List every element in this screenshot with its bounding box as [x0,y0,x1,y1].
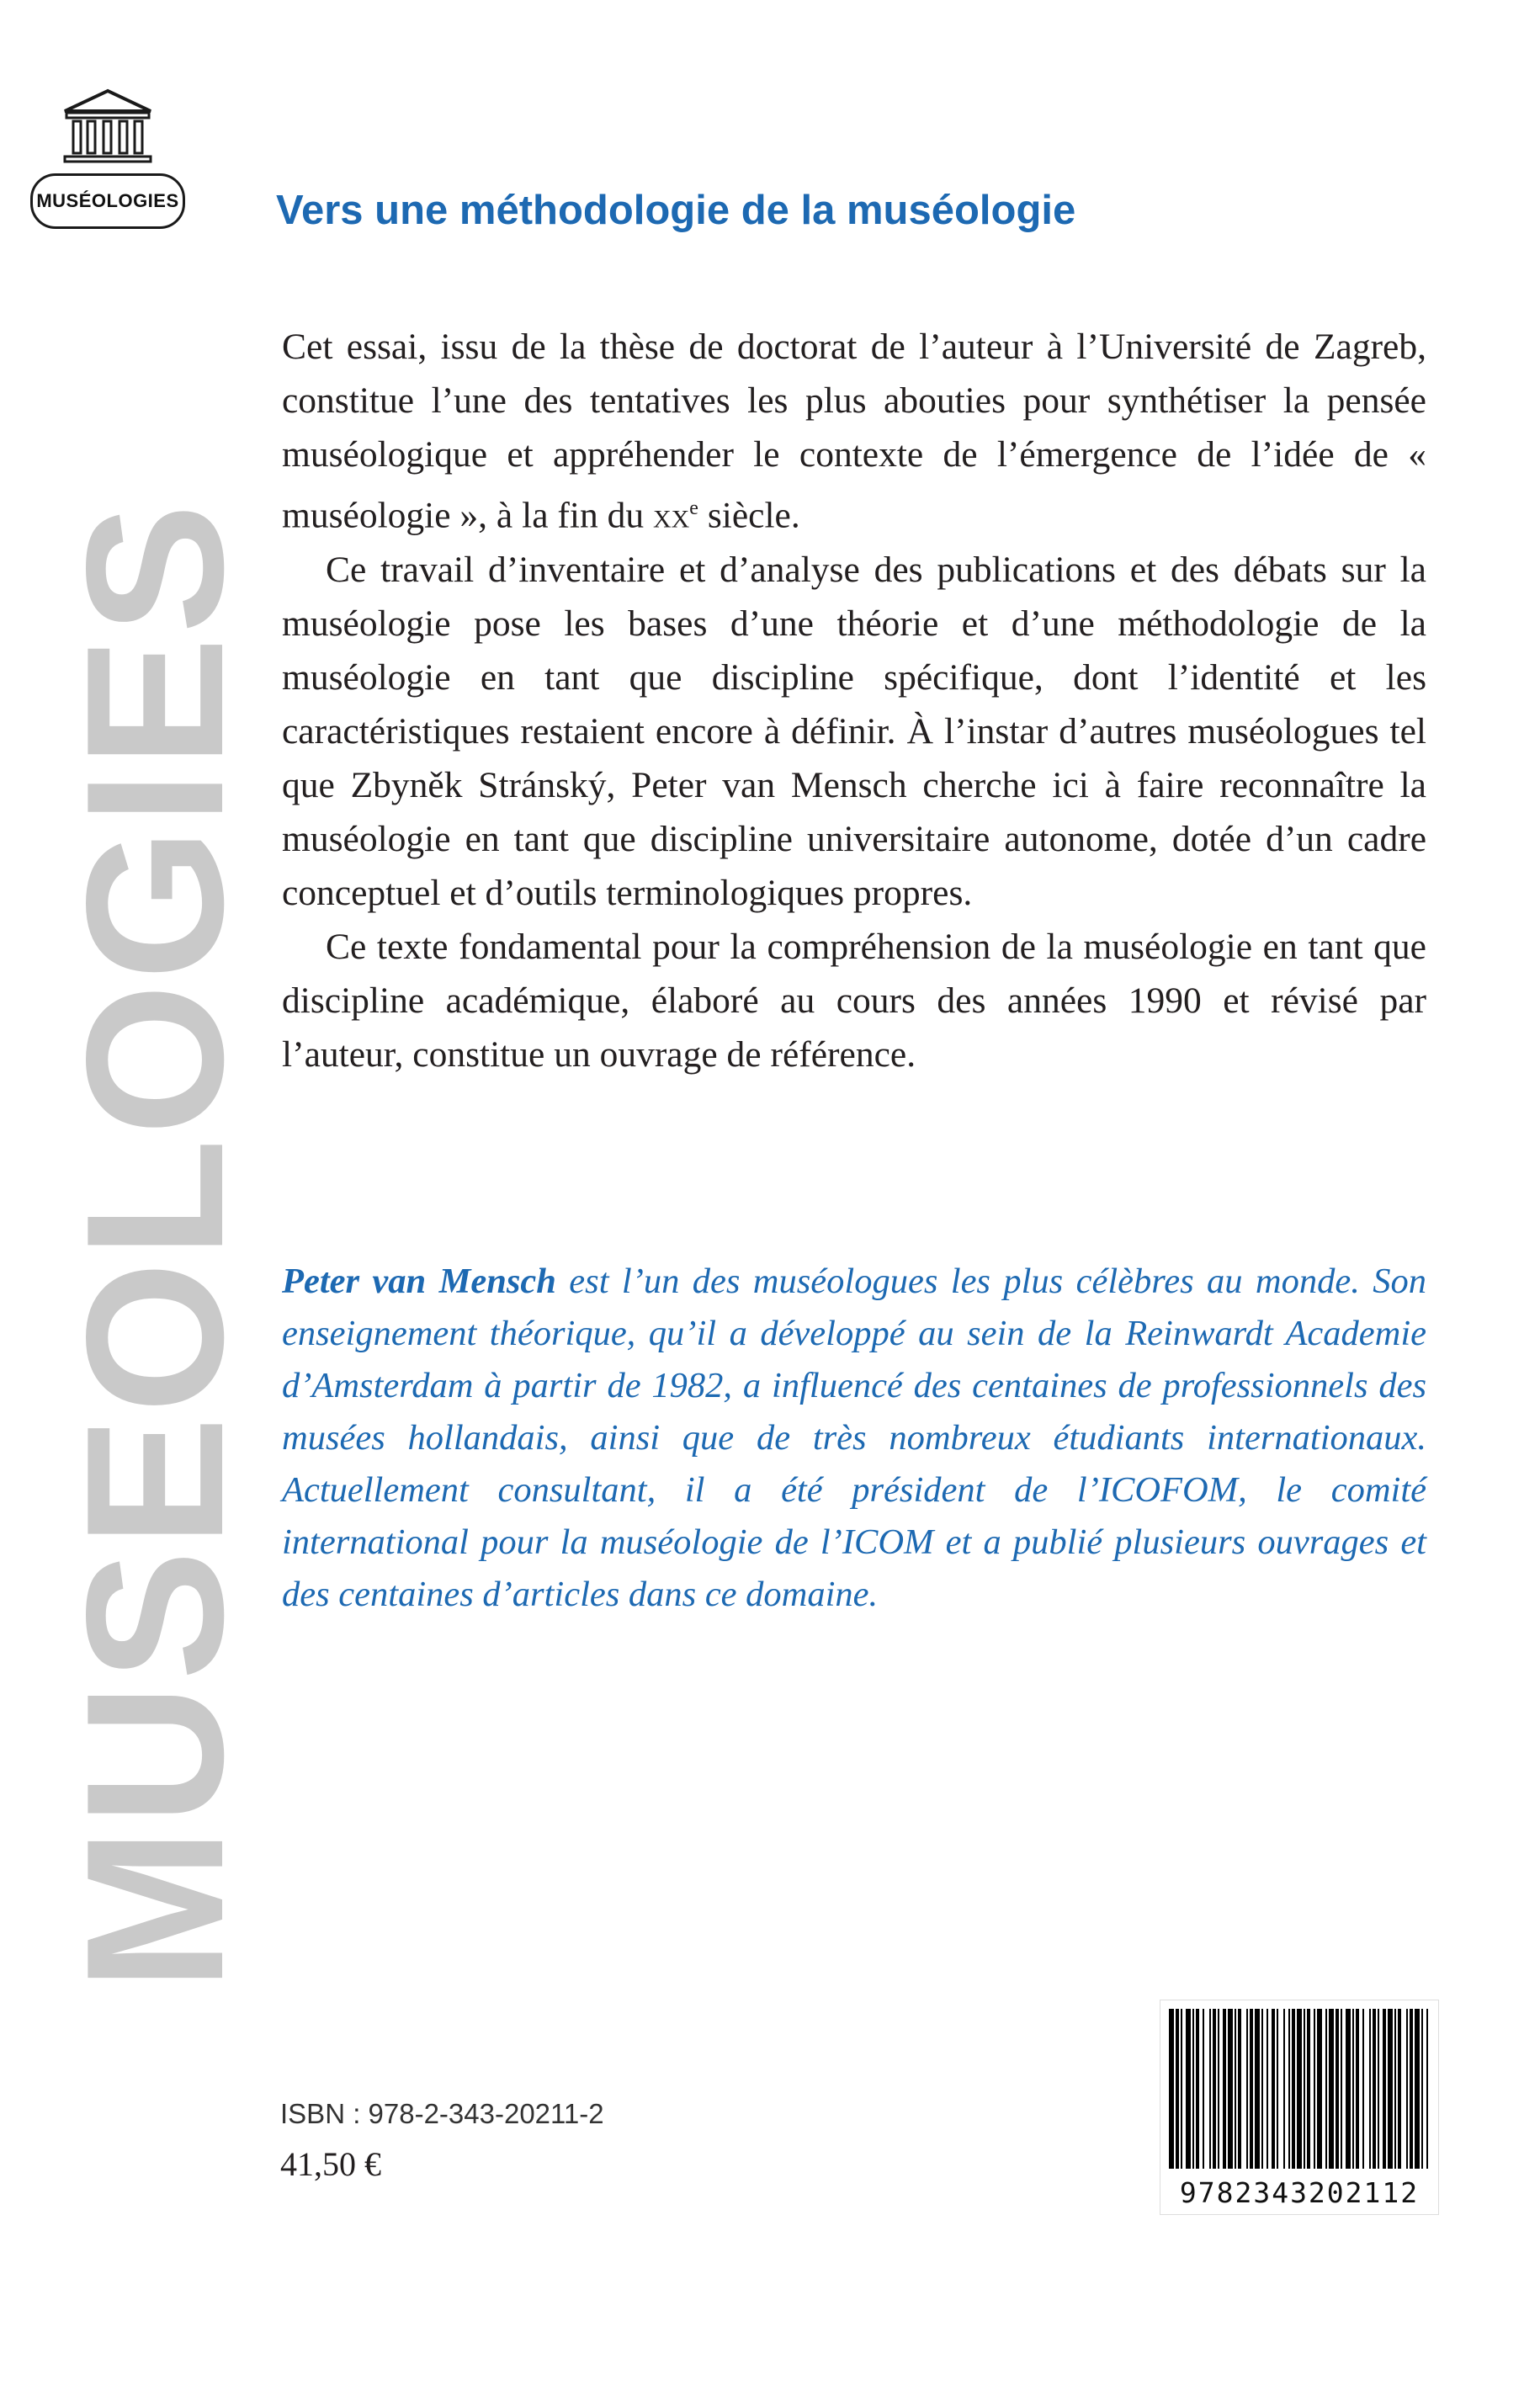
barcode-bar [1186,2009,1191,2169]
barcode-bar [1304,2009,1305,2169]
isbn: ISBN : 978-2-343-20211-2 [280,2098,604,2129]
description-paragraph-3: Ce texte fondamental pour la compréhension de la muséologie en tant que discipline académique, élaboré au cours des années 1990 et révisé par l’auteur, constitue un ouvrage de référence. [282,926,1426,1075]
barcode-bar [1246,2009,1248,2169]
publisher-logo [30,88,190,239]
barcode-bar [1209,2009,1211,2169]
barcode-bar [1196,2009,1199,2169]
barcode-bar [1235,2009,1236,2169]
barcode-bar [1346,2009,1351,2169]
barcode-bar [1288,2009,1290,2169]
barcode-bar [1373,2009,1376,2169]
barcode-bar [1341,2009,1342,2169]
barcode-bar [1406,2009,1408,2169]
barcode-bar [1356,2009,1359,2169]
barcode-bar [1378,2009,1379,2169]
barcode-bar [1329,2009,1334,2169]
barcode-bar [1261,2009,1263,2169]
barcode-bar [1250,2009,1253,2169]
barcode-bar [1181,2009,1182,2169]
barcode-bar [1362,2009,1364,2169]
barcode-bar [1277,2009,1278,2169]
barcode-bar [1272,2009,1275,2169]
barcode-bar [1314,2009,1315,2169]
author-bio-text: est l’un des muséologues les plus célèbres au monde. Son enseignement théorique, qu’il a développé au sein de la Reinwardt Academie d’Amsterdam à partir de 1982, a influencé des centaines de professionnels des musées hollandais, ainsi que de très nombreux étudiants internationaux. Actuellement consultant, il a été président de l’ICOFOM, le comité international pour la muséologie de l’ICOM et a publié plusieurs ouvrages et des centaines d’articles dans ce domaine. [282,1262,1426,1614]
barcode-bar [1352,2009,1354,2169]
barcode-bar [1383,2009,1386,2169]
description [282,320,1426,1081]
description-paragraph-1 [282,320,1426,543]
barcode-bar [1297,2009,1302,2169]
barcode-bar [1228,2009,1233,2169]
barcode-bar [1192,2009,1194,2169]
barcode-bar [1213,2009,1216,2169]
series-spine-text: MUSEOLOGIES [46,500,264,1991]
barcode-bar [1421,2009,1423,2169]
barcode-bar [1388,2009,1393,2169]
barcode-bar [1307,2009,1310,2169]
barcode [1160,2000,1439,2215]
barcode-bar [1292,2009,1295,2169]
author-bio [282,1256,1426,1621]
barcode-bar [1394,2009,1396,2169]
barcode-bar [1267,2009,1268,2169]
barcode-bar [1410,2009,1413,2169]
barcode-bar [1325,2009,1327,2169]
book-title: Vers une méthodologie de la muséologie [276,188,1076,233]
barcode-bar [1176,2009,1179,2169]
barcode-bar [1255,2009,1260,2169]
paragraph-1-end: siècle. [698,495,800,536]
series-label: MUSÉOLOGIES [30,173,185,229]
barcode-bars [1167,2009,1431,2169]
paragraph-1-text: Cet essai, issu de la thèse de doctorat de l’auteur à l’Université de Zagreb, constitue l’une des tentatives les plus abouties pour synthétiser la pensée muséologique et appréhender le contexte de l’émergence de l’idée de « muséologie », à la fin du [282,327,1426,536]
barcode-bar [1369,2009,1371,2169]
barcode-bar [1336,2009,1339,2169]
author-name: Peter van Mensch [282,1262,556,1301]
description-paragraph-2: Ce travail d’inventaire et d’analyse des publications et des débats sur la muséologie pose les bases d’une théorie et d’une méthodologie de la muséologie en tant que discipline spécifique, dont l’identité et les caractéristiques restaient encore à définir. À l’instar d’autres muséologues tel que Zbyněk Stránský, Peter van Mensch cherche ici à faire reconnaître la muséologie en tant que discipline universitaire autonome, dotée d’un cadre conceptuel et d’outils terminologiques propres. [282,549,1426,913]
barcode-bar [1317,2009,1322,2169]
barcode-bar [1415,2009,1420,2169]
barcode-bar [1203,2009,1204,2169]
barcode-bar [1426,2009,1428,2169]
barcode-bar [1398,2009,1401,2169]
century-numeral: xx [652,495,690,536]
barcode-bar [1238,2009,1241,2169]
barcode-bar [1218,2009,1219,2169]
barcode-bar [1223,2009,1226,2169]
century-superscript: e [689,497,698,519]
barcode-bar [1169,2009,1174,2169]
price: 41,50 € [280,2145,381,2183]
barcode-number: 9782343202112 [1179,2176,1420,2209]
museum-building-icon [61,88,154,165]
barcode-bar [1283,2009,1285,2169]
